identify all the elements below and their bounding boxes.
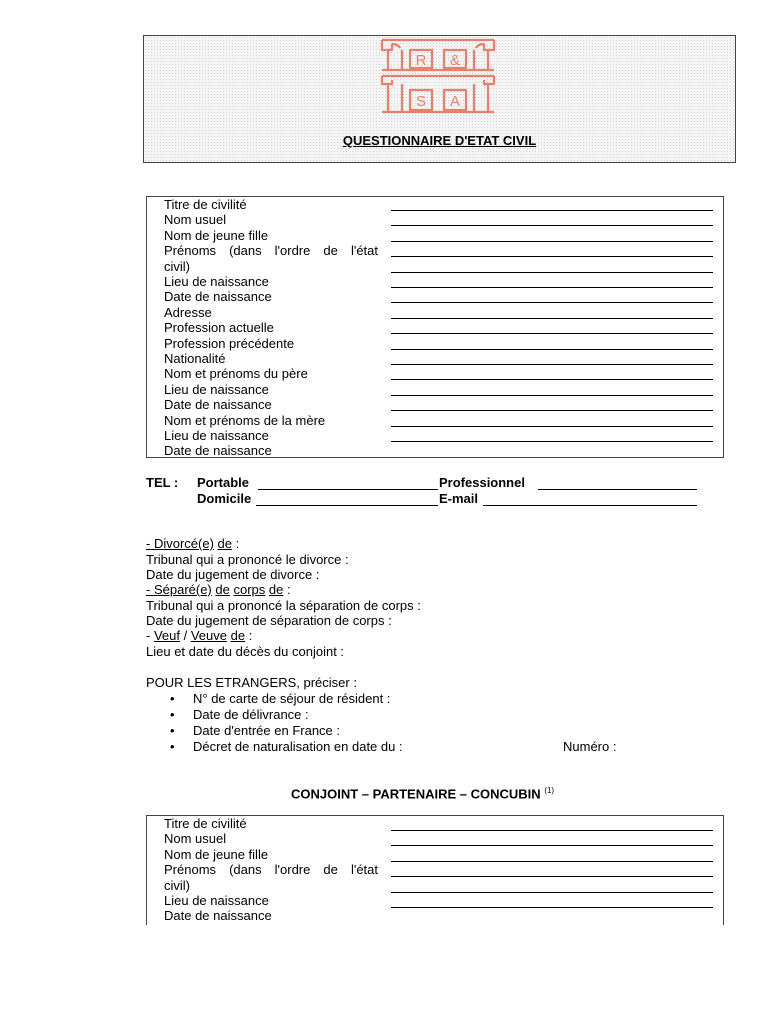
etrangers-intro: POUR LES ETRANGERS, préciser : <box>146 675 357 690</box>
form-field-line[interactable] <box>391 861 713 862</box>
form-label: Adresse <box>164 304 212 320</box>
form-field-line[interactable] <box>391 907 713 908</box>
form-field-line[interactable] <box>391 287 713 288</box>
form-field-line[interactable] <box>391 256 713 257</box>
domicile-field[interactable] <box>256 505 438 506</box>
divorce-line <box>146 536 239 551</box>
divorce-word: Divorcé(e) <box>153 536 214 551</box>
conjoint-footnote-ref: (1) <box>544 786 555 795</box>
domicile-label: Domicile <box>197 491 252 506</box>
etrangers-item: Date de délivrance : <box>193 707 309 722</box>
form-field-line[interactable] <box>391 441 713 442</box>
form-label: civil) <box>164 877 190 893</box>
separe-colon: : <box>283 582 291 597</box>
form-field-line[interactable] <box>391 395 713 396</box>
conjoint-title-text: CONJOINT – PARTENAIRE – CONCUBIN <box>291 786 541 802</box>
etrangers-item: Décret de naturalisation en date du : <box>193 739 403 754</box>
professionnel-field[interactable] <box>538 489 697 490</box>
form-field-line[interactable] <box>391 892 713 893</box>
etrangers-item: N° de carte de séjour de résident : <box>193 691 391 706</box>
veuf-colon: : <box>245 628 253 643</box>
form-label: Date de naissance <box>164 443 272 459</box>
form-field-line[interactable] <box>391 333 713 334</box>
form-field-line[interactable] <box>391 318 713 319</box>
separe-de-1: de <box>215 582 230 597</box>
form-label: Nom de jeune fille <box>164 846 269 862</box>
form-label: Profession précédente <box>164 335 295 351</box>
form-label: Prénoms (dans l'ordre de l'état <box>164 243 378 259</box>
tribunal-divorce: Tribunal qui a prononcé le divorce : <box>146 552 349 567</box>
form-field-line[interactable] <box>391 210 713 211</box>
form-field-line[interactable] <box>391 241 713 242</box>
form-label: Date de naissance <box>164 908 272 924</box>
veuf-word: Veuf <box>153 628 180 643</box>
form-field-line[interactable] <box>391 364 713 365</box>
form-label: Nom et prénoms du père <box>164 366 308 382</box>
bullet: • <box>170 707 175 722</box>
portable-label: Portable <box>197 475 250 490</box>
form-field-line[interactable] <box>391 379 713 380</box>
veuve-word: Veuve <box>190 628 227 643</box>
bullet: • <box>170 723 175 738</box>
form-label: Nom et prénoms de la mère <box>164 412 326 428</box>
form-label: Nom usuel <box>164 212 227 228</box>
separe-corps: corps <box>233 582 266 597</box>
form-label: Lieu de naissance <box>164 893 269 908</box>
separe-line <box>146 582 291 597</box>
logo-letter-r: R <box>415 52 427 69</box>
form-label: Lieu de naissance <box>164 274 269 289</box>
divorce-de: de <box>217 536 233 551</box>
professionnel-label: Professionnel <box>439 475 525 490</box>
veuf-slash: / <box>179 628 191 643</box>
form-label: Date de naissance <box>164 289 272 305</box>
form-field-line[interactable] <box>391 830 713 831</box>
form-label: Nationalité <box>164 351 226 366</box>
separe-dash: - <box>146 582 154 597</box>
veuf-dash: - <box>146 628 154 643</box>
date-separation: Date du jugement de séparation de corps : <box>146 613 392 628</box>
form-label: Titre de civilité <box>164 816 247 831</box>
separe-de-2: de <box>268 582 284 597</box>
divorce-colon: : <box>232 536 240 551</box>
logo-letter-ampersand: & <box>449 52 461 69</box>
company-logo <box>378 36 498 116</box>
form-label: Date de naissance <box>164 397 272 413</box>
bullet: • <box>170 691 175 706</box>
date-divorce: Date du jugement de divorce : <box>146 567 320 582</box>
form-label: Titre de civilité <box>164 197 247 212</box>
tel-label: TEL : <box>146 475 179 490</box>
email-field[interactable] <box>483 505 697 506</box>
bullet: • <box>170 739 175 754</box>
form-field-line[interactable] <box>391 225 713 226</box>
form-field-line[interactable] <box>391 349 713 350</box>
separe-word: Séparé(e) <box>153 582 212 597</box>
veuve-de: de <box>230 628 246 643</box>
tribunal-separation: Tribunal qui a prononcé la séparation de corps : <box>146 598 421 613</box>
deces-conjoint: Lieu et date du décès du conjoint : <box>146 644 345 659</box>
form-field-line[interactable] <box>391 272 713 273</box>
form-field-line[interactable] <box>391 410 713 411</box>
form-label: Profession actuelle <box>164 320 274 336</box>
form-label: Lieu de naissance <box>164 428 269 443</box>
form-label: Prénoms (dans l'ordre de l'état <box>164 862 378 878</box>
conjoint-title <box>291 786 554 801</box>
email-label: E-mail <box>439 491 479 506</box>
veuf-line <box>146 628 252 643</box>
form-label: Lieu de naissance <box>164 381 269 397</box>
form-label: civil) <box>164 258 190 274</box>
etrangers-item: Date d'entrée en France : <box>193 723 341 738</box>
form-label: Nom usuel <box>164 831 227 847</box>
form-field-line[interactable] <box>391 426 713 427</box>
form-label: Nom de jeune fille <box>164 227 269 243</box>
form-field-line[interactable] <box>391 876 713 877</box>
logo-letter-s: S <box>415 93 427 110</box>
numero-label: Numéro : <box>563 739 617 754</box>
page-title: QUESTIONNAIRE D'ETAT CIVIL <box>342 133 537 148</box>
logo-letter-a: A <box>449 93 461 110</box>
form-field-line[interactable] <box>391 302 713 303</box>
portable-field[interactable] <box>258 489 438 490</box>
form-field-line[interactable] <box>391 845 713 846</box>
divorce-dash: - <box>146 536 154 551</box>
